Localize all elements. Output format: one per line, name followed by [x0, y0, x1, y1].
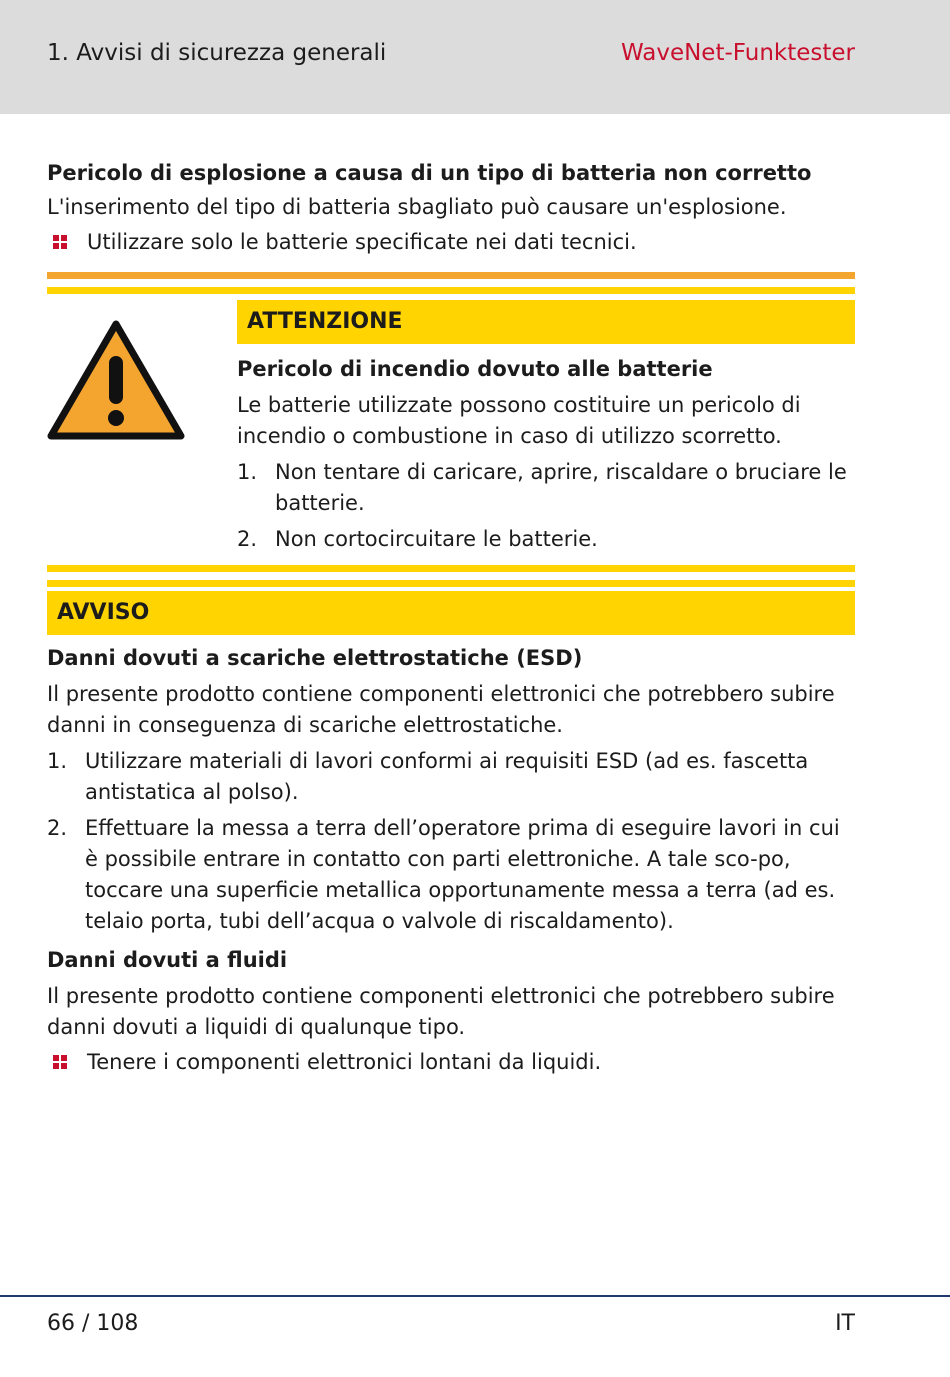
red-square-bullet-icon [53, 1055, 67, 1069]
page-header [0, 0, 950, 114]
red-square-bullet-icon [53, 235, 67, 249]
esd-heading: Danni dovuti a scariche elettrostatiche (ESD) [47, 646, 583, 670]
caution-heading: Pericolo di incendio dovuto alle batterie [237, 357, 713, 381]
caution-text: Le batterie utilizzate possono costituire un pericolo di incendio o combustione in caso di utilizzo scorretto. [237, 393, 801, 448]
warning-triangle-icon [47, 318, 185, 442]
page-number: 66 / 108 [47, 1311, 139, 1336]
section-title: 1. Avvisi di sicurezza generali [47, 40, 387, 66]
step-number: 2. [237, 527, 258, 551]
step-number: 1. [47, 749, 68, 773]
bullet-text: Utilizzare solo le batterie specificate nei dati tecnici. [87, 230, 637, 254]
footer-divider [0, 1295, 950, 1297]
esd-step-1 [47, 746, 855, 808]
language-code: IT [835, 1311, 855, 1336]
caution-top-bar-2 [47, 287, 855, 294]
step-text: Utilizzare materiali di lavori conformi ai requisiti ESD (ad es. fascetta antistatica al polso). [85, 749, 809, 804]
product-name: WaveNet-Funktester [620, 40, 855, 66]
fluid-text: Il presente prodotto contiene componenti elettronici che potrebbero subire danni dovuti a liquidi di qualunque tipo. [47, 984, 835, 1039]
caution-box [47, 300, 855, 555]
fluid-heading: Danni dovuti a fluidi [47, 948, 288, 972]
battery-type-bullet [47, 227, 855, 258]
step-text: Non cortocircuitare le batterie. [275, 527, 598, 551]
caution-bottom-bar [47, 565, 855, 572]
esd-text: Il presente prodotto contiene componenti elettronici che potrebbero subire danni in conseguenza di scariche elettrostatiche. [47, 682, 835, 737]
battery-type-heading: Pericolo di esplosione a causa di un tipo di batteria non corretto [47, 161, 812, 185]
notice-label: AVVISO [47, 591, 855, 635]
fluid-bullet [47, 1047, 855, 1078]
step-number: 1. [237, 460, 258, 484]
esd-step-2 [47, 813, 855, 937]
page-content [47, 158, 855, 1078]
bullet-text: Tenere i componenti elettronici lontani da liquidi. [87, 1050, 602, 1074]
caution-step-2 [237, 524, 855, 555]
step-number: 2. [47, 816, 68, 840]
caution-step-1 [237, 457, 855, 519]
caution-top-bar [47, 272, 855, 279]
step-text: Effettuare la messa a terra dell’operatore prima di eseguire lavori in cui è possibile entrare in contatto con parti elettroniche. A tale sco-po, toccare una superficie metallica opportunamente messa a terra (ad es. telaio porta, tubi dell’acqua o valvole di riscaldamento). [85, 816, 840, 933]
notice-top-bar [47, 580, 855, 587]
battery-type-text: L'inserimento del tipo di batteria sbagliato può causare un'esplosione. [47, 195, 787, 219]
step-text: Non tentare di caricare, aprire, riscaldare o bruciare le batterie. [275, 460, 847, 515]
caution-label: ATTENZIONE [237, 300, 855, 344]
